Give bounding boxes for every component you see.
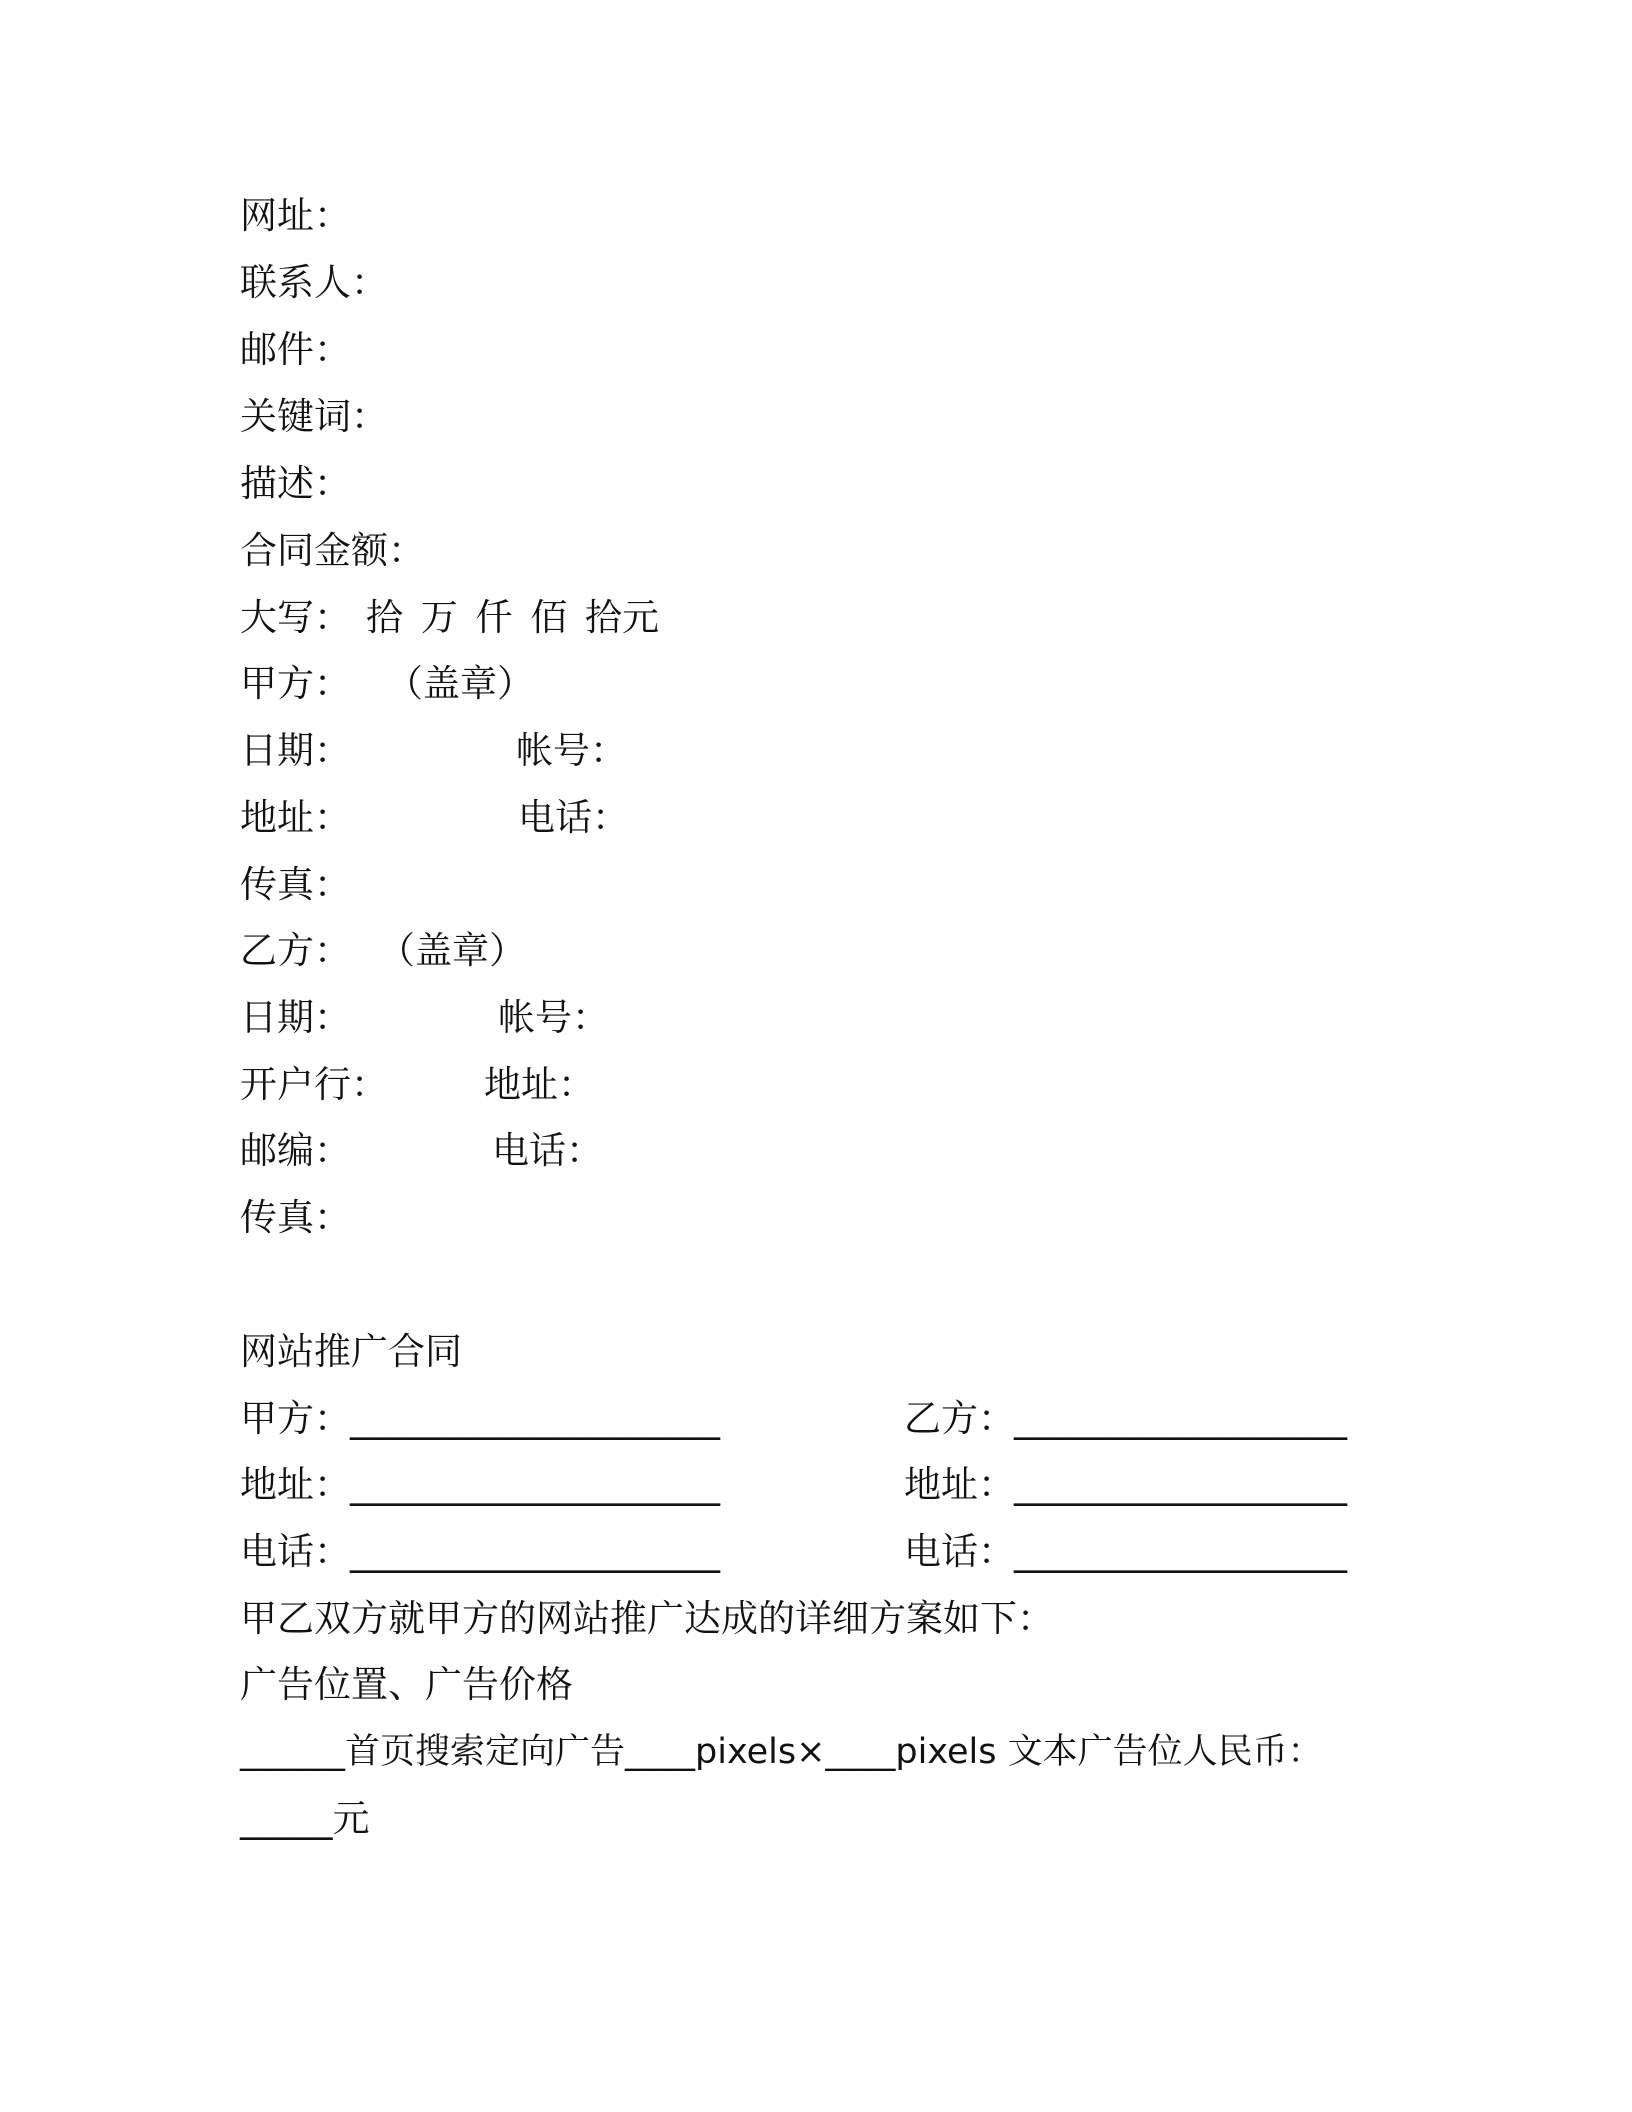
uppercase-units: 拾 万 仟 佰 拾元 bbox=[366, 596, 660, 639]
party-a-name-blank: ____________________ bbox=[350, 1397, 720, 1440]
party-a-date-row bbox=[240, 719, 1140, 783]
contract-title: 网站推广合同 bbox=[240, 1330, 462, 1373]
party-a-seal: （盖章） bbox=[386, 662, 534, 705]
party-b-label: 乙方： bbox=[240, 929, 351, 972]
party-a-row bbox=[240, 652, 1140, 716]
party-b-address-label: 地址： bbox=[484, 1063, 595, 1106]
party-b-name-blank: __________________ bbox=[1014, 1397, 1347, 1440]
party-b-seal: （盖章） bbox=[378, 929, 526, 972]
party-a-phone-label: 电话： bbox=[518, 796, 629, 839]
party-a-account-label: 帐号： bbox=[516, 729, 627, 772]
party-a-phone-blank: ____________________ bbox=[350, 1530, 720, 1573]
party-b-date-label: 日期： bbox=[240, 996, 351, 1039]
party-b-account-label: 帐号： bbox=[498, 996, 609, 1039]
party-a-address-label: 地址： bbox=[240, 796, 351, 839]
party-b-bank-row bbox=[240, 1053, 1140, 1117]
contract-b-phone-label: 电话： bbox=[904, 1530, 1015, 1573]
section-title: 广告位置、广告价格 bbox=[240, 1663, 573, 1706]
uppercase-label: 大写： bbox=[240, 596, 351, 639]
contract-a-phone-label: 电话： bbox=[240, 1530, 351, 1573]
description-label: 描述： bbox=[240, 462, 351, 505]
uppercase-row bbox=[240, 586, 1140, 650]
contract-address-row bbox=[240, 1453, 1420, 1517]
party-b-address-blank: __________________ bbox=[1014, 1463, 1347, 1506]
contract-phone-row bbox=[240, 1520, 1420, 1584]
party-b-fax-label: 传真： bbox=[240, 1196, 351, 1239]
keywords-label: 关键词： bbox=[240, 395, 388, 438]
party-b-row bbox=[240, 919, 1140, 983]
price-line: _____元 bbox=[240, 1797, 370, 1840]
amount-label: 合同金额： bbox=[240, 529, 425, 572]
party-a-date-label: 日期： bbox=[240, 729, 351, 772]
party-b-phone-blank: __________________ bbox=[1014, 1530, 1347, 1573]
party-a-label: 甲方： bbox=[240, 662, 351, 705]
website-label: 网址： bbox=[240, 194, 351, 237]
ad-spec-line: ______首页搜索定向广告____pixels×____pixels 文本广告位人民币： bbox=[240, 1732, 1323, 1772]
contract-party-a-label: 甲方： bbox=[240, 1397, 351, 1440]
contract-intro: 甲乙双方就甲方的网站推广达成的详细方案如下： bbox=[240, 1597, 1054, 1640]
party-a-fax-label: 传真： bbox=[240, 863, 351, 906]
contract-party-row bbox=[240, 1387, 1420, 1451]
party-a-address-blank: ____________________ bbox=[350, 1463, 720, 1506]
party-b-phone-label: 电话： bbox=[492, 1129, 603, 1172]
contact-label: 联系人： bbox=[240, 261, 388, 304]
party-b-postcode-row bbox=[240, 1119, 1140, 1183]
contract-a-address-label: 地址： bbox=[240, 1463, 351, 1506]
contract-party-b-label: 乙方： bbox=[904, 1397, 1015, 1440]
party-b-date-row bbox=[240, 986, 1140, 1050]
email-label: 邮件： bbox=[240, 328, 351, 371]
party-b-postcode-label: 邮编： bbox=[240, 1129, 351, 1172]
contract-b-address-label: 地址： bbox=[904, 1463, 1015, 1506]
party-a-address-row bbox=[240, 786, 1140, 850]
party-b-bank-label: 开户行： bbox=[240, 1063, 388, 1106]
